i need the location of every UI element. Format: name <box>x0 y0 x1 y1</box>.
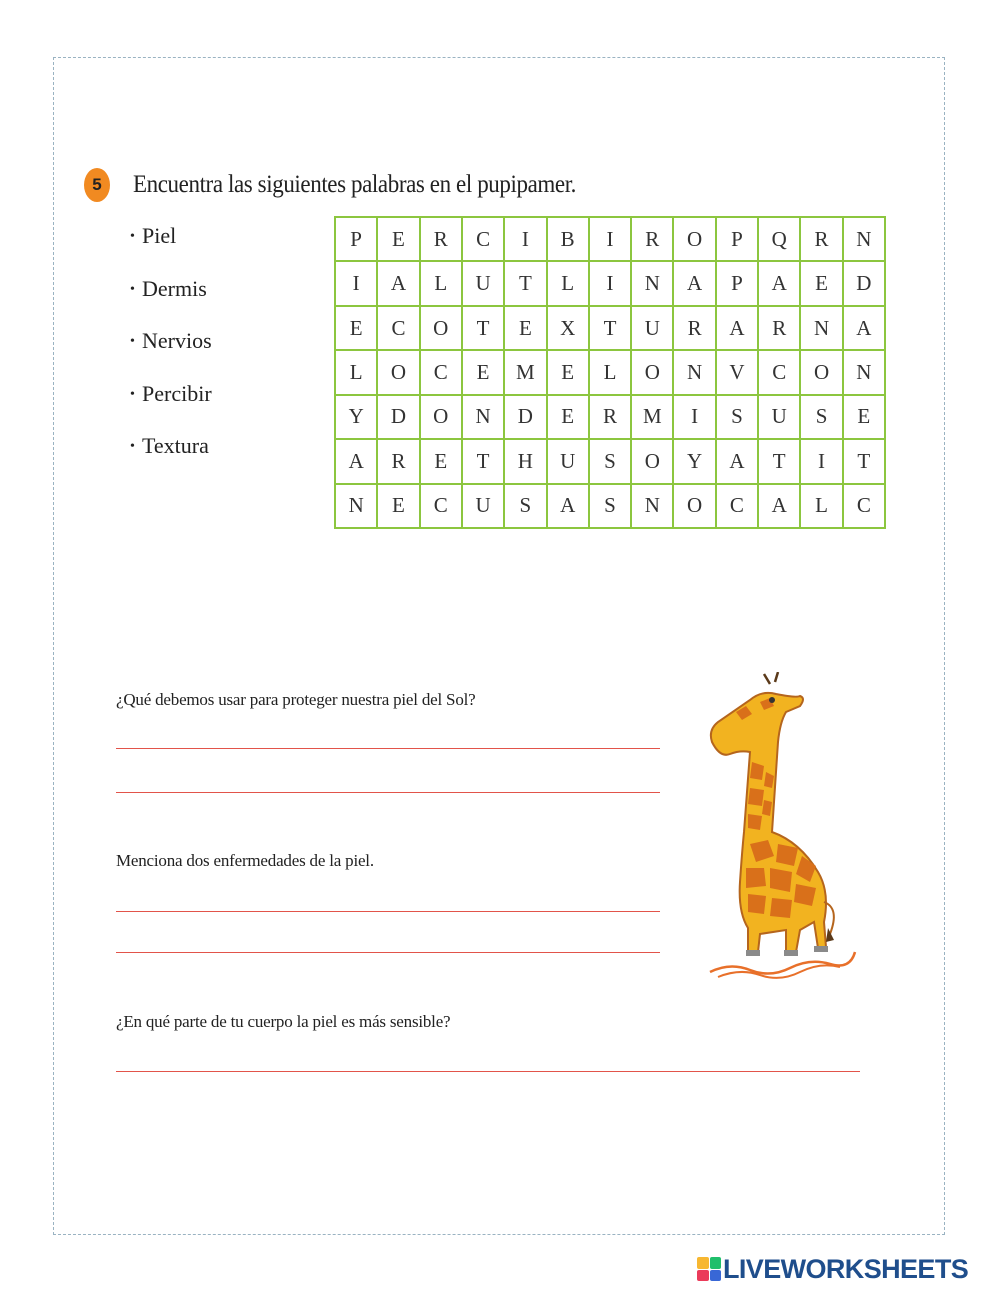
word-list-label: Dermis <box>142 275 207 301</box>
word-list-item <box>130 433 212 486</box>
grid-cell[interactable]: U <box>631 306 673 350</box>
grid-cell[interactable]: Y <box>673 439 715 483</box>
grid-cell[interactable]: T <box>462 439 504 483</box>
grid-cell[interactable]: T <box>504 261 546 305</box>
grid-cell[interactable]: N <box>335 484 377 528</box>
grid-cell[interactable]: N <box>843 350 885 394</box>
answer-line-3[interactable] <box>116 1071 860 1072</box>
grid-cell[interactable]: Y <box>335 395 377 439</box>
grid-cell[interactable]: T <box>589 306 631 350</box>
grid-cell[interactable]: C <box>420 484 462 528</box>
grid-cell[interactable]: A <box>673 261 715 305</box>
answer-line-1a[interactable] <box>116 748 660 749</box>
grid-cell[interactable]: O <box>420 395 462 439</box>
grid-cell[interactable]: R <box>673 306 715 350</box>
grid-cell[interactable]: L <box>800 484 842 528</box>
grid-cell[interactable]: O <box>377 350 419 394</box>
grid-cell[interactable]: A <box>716 306 758 350</box>
grid-cell[interactable]: L <box>547 261 589 305</box>
grid-cell[interactable]: B <box>547 217 589 261</box>
grid-cell[interactable]: N <box>843 217 885 261</box>
word-list-item <box>130 328 212 381</box>
word-list-label: Piel <box>142 223 177 248</box>
word-list-item <box>130 276 212 329</box>
grid-cell[interactable]: M <box>631 395 673 439</box>
grid-cell[interactable]: T <box>462 306 504 350</box>
grid-cell[interactable]: C <box>716 484 758 528</box>
giraffe-illustration <box>700 672 860 982</box>
grid-cell[interactable]: H <box>504 439 546 483</box>
grid-cell[interactable]: R <box>377 439 419 483</box>
word-list-label: Percibir <box>142 380 212 406</box>
grid-cell[interactable]: L <box>420 261 462 305</box>
bullet-icon: • <box>130 334 135 349</box>
grid-cell[interactable]: R <box>589 395 631 439</box>
grid-cell[interactable]: C <box>843 484 885 528</box>
bullet-icon: • <box>130 281 135 297</box>
question-3: ¿En qué parte de tu cuerpo la piel es más sensible? <box>116 1012 451 1031</box>
grid-cell[interactable]: O <box>631 439 673 483</box>
word-list <box>130 223 212 486</box>
grid-cell[interactable]: C <box>758 350 800 394</box>
grid-cell[interactable]: E <box>335 306 377 350</box>
grid-cell[interactable]: N <box>800 306 842 350</box>
grid-cell[interactable]: R <box>800 217 842 261</box>
grid-cell[interactable]: U <box>462 261 504 305</box>
grid-cell[interactable]: E <box>843 395 885 439</box>
grid-cell[interactable]: M <box>504 350 546 394</box>
grid-cell[interactable]: C <box>462 217 504 261</box>
grid-cell[interactable]: L <box>589 350 631 394</box>
grid-cell[interactable]: E <box>547 350 589 394</box>
grid-cell[interactable]: N <box>631 261 673 305</box>
grid-cell[interactable]: E <box>377 484 419 528</box>
grid-cell[interactable]: A <box>547 484 589 528</box>
grid-cell[interactable]: R <box>420 217 462 261</box>
brand-name: LIVEWORKSHEETS <box>723 1253 969 1284</box>
question-1: ¿Qué debemos usar para proteger nuestra piel del Sol? <box>116 690 476 709</box>
grid-cell[interactable]: D <box>843 261 885 305</box>
grid-cell[interactable]: D <box>504 395 546 439</box>
answer-line-1b[interactable] <box>116 792 660 793</box>
answer-line-2a[interactable] <box>116 911 660 912</box>
grid-cell[interactable]: E <box>547 395 589 439</box>
grid-cell[interactable]: N <box>673 350 715 394</box>
grid-cell[interactable]: S <box>504 484 546 528</box>
grid-cell[interactable]: A <box>843 306 885 350</box>
grid-cell[interactable]: S <box>589 439 631 483</box>
grid-cell[interactable]: I <box>589 217 631 261</box>
brand-logo-icon <box>697 1257 721 1281</box>
grid-cell[interactable]: A <box>335 439 377 483</box>
grid-cell[interactable]: R <box>631 217 673 261</box>
grid-cell[interactable]: A <box>758 484 800 528</box>
grid-cell[interactable]: P <box>716 261 758 305</box>
word-list-item <box>130 381 212 434</box>
grid-cell[interactable]: X <box>547 306 589 350</box>
grid-cell[interactable]: O <box>673 217 715 261</box>
grid-cell[interactable]: P <box>716 217 758 261</box>
grid-cell[interactable]: S <box>716 395 758 439</box>
grid-cell[interactable]: U <box>547 439 589 483</box>
grid-cell[interactable]: S <box>589 484 631 528</box>
grid-cell[interactable]: A <box>758 261 800 305</box>
word-list-label: Textura <box>142 433 209 458</box>
grid-cell[interactable]: R <box>758 306 800 350</box>
grid-cell[interactable]: C <box>420 350 462 394</box>
question-2: Menciona dos enfermedades de la piel. <box>116 851 374 870</box>
grid-cell[interactable]: I <box>335 261 377 305</box>
word-list-label: Nervios <box>142 328 212 353</box>
grid-cell[interactable]: O <box>420 306 462 350</box>
grid-cell[interactable]: O <box>631 350 673 394</box>
grid-cell[interactable]: U <box>462 484 504 528</box>
grid-cell[interactable]: E <box>462 350 504 394</box>
grid-cell[interactable]: T <box>843 439 885 483</box>
grid-cell[interactable]: D <box>377 395 419 439</box>
word-search-grid[interactable] <box>334 216 886 529</box>
grid-cell[interactable]: P <box>335 217 377 261</box>
answer-line-2b[interactable] <box>116 952 660 953</box>
grid-cell[interactable]: U <box>758 395 800 439</box>
grid-cell[interactable]: I <box>673 395 715 439</box>
grid-cell[interactable]: I <box>589 261 631 305</box>
word-list-item <box>130 223 212 276</box>
grid-cell[interactable]: I <box>800 439 842 483</box>
grid-cell[interactable]: E <box>800 261 842 305</box>
grid-cell[interactable]: O <box>673 484 715 528</box>
grid-cell[interactable]: V <box>716 350 758 394</box>
bullet-icon: • <box>130 386 135 402</box>
grid-cell[interactable]: E <box>420 439 462 483</box>
grid-cell[interactable]: T <box>758 439 800 483</box>
grid-cell[interactable]: S <box>800 395 842 439</box>
bullet-icon: • <box>130 439 135 454</box>
grid-cell[interactable]: L <box>335 350 377 394</box>
grid-cell[interactable]: A <box>377 261 419 305</box>
grid-cell[interactable]: Q <box>758 217 800 261</box>
exercise-number-badge: 5 <box>84 168 110 202</box>
grid-cell[interactable]: N <box>631 484 673 528</box>
grid-cell[interactable]: C <box>377 306 419 350</box>
grid-cell[interactable]: N <box>462 395 504 439</box>
brand-footer <box>697 1255 968 1283</box>
grid-cell[interactable]: O <box>800 350 842 394</box>
grid-cell[interactable]: I <box>504 217 546 261</box>
exercise-title: Encuentra las siguientes palabras en el pupipamer. <box>133 170 577 198</box>
bullet-icon: • <box>130 229 135 244</box>
grid-cell[interactable]: E <box>377 217 419 261</box>
grid-cell[interactable]: A <box>716 439 758 483</box>
grid-cell[interactable]: E <box>504 306 546 350</box>
